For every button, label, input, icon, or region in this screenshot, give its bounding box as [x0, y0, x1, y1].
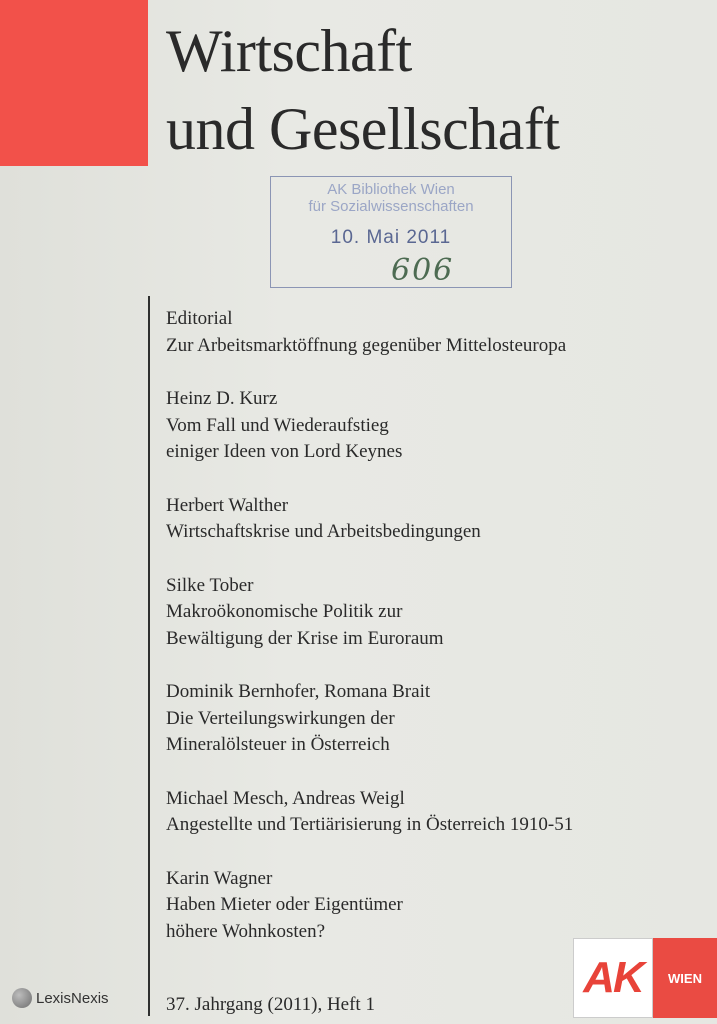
stamp-line2: für Sozialwissenschaften: [308, 198, 474, 215]
toc-entry-author: Editorial: [166, 308, 233, 329]
toc-entry-title-line: Bewältigung der Krise im Euroraum: [166, 627, 444, 649]
ak-logo: [573, 938, 653, 1018]
ak-city-text: WIEN: [668, 970, 702, 986]
issue-info: 37. Jahrgang (2011), Heft 1: [166, 994, 375, 1015]
toc-entry-title-line: Die Verteilungswirkungen der: [166, 707, 395, 729]
library-stamp: [270, 176, 512, 288]
journal-title-line1: Wirtschaft: [166, 18, 412, 84]
ak-logo-text: AK: [583, 953, 643, 1002]
table-of-contents: [166, 306, 696, 972]
stamp-line1: AK Bibliothek Wien: [327, 181, 455, 198]
toc-entry-title-line: Angestellte und Tertiärisierung in Österreich 1910-51: [166, 814, 574, 835]
toc-entry-title-line: Vom Fall und Wiederaufstieg: [166, 414, 389, 436]
journal-title: [166, 12, 560, 168]
toc-entry-title-line: einiger Ideen von Lord Keynes: [166, 441, 403, 462]
toc-entry-title-line: Wirtschaftskrise und Arbeitsbedingungen: [166, 521, 481, 542]
globe-icon: [12, 988, 32, 1008]
toc-entry: [166, 679, 696, 759]
toc-entry-title-line: Haben Mieter oder Eigentümer: [166, 894, 403, 915]
handwritten-number: 606: [391, 253, 455, 288]
publisher-logo: [12, 986, 109, 1010]
publisher-name: LexisNexis: [36, 989, 109, 1007]
journal-title-line2: und Gesellschaft: [166, 96, 560, 162]
toc-entry-author: Dominik Bernhofer, Romana Brait: [166, 681, 431, 702]
toc-entry-author: Herbert Walther: [166, 494, 289, 516]
red-corner-block: [0, 0, 148, 166]
toc-entry-title-line: Makroökonomische Politik zur: [166, 601, 403, 622]
toc-entry: [166, 866, 696, 946]
stamp-date: 10. Mai 2011: [330, 227, 452, 248]
toc-entry-title-line: Mineralölsteuer in Österreich: [166, 734, 390, 755]
toc-entry: [166, 573, 696, 653]
toc-entry-author: Heinz D. Kurz: [166, 388, 278, 409]
toc-entry-author: Silke Tober: [166, 574, 254, 596]
ak-city-badge: [653, 938, 717, 1018]
toc-entry: [166, 786, 696, 839]
toc-entry-title-line: höhere Wohnkosten?: [166, 920, 326, 942]
toc-entry-author: Karin Wagner: [166, 867, 273, 889]
toc-entry-author: Michael Mesch, Andreas Weigl: [166, 787, 405, 809]
toc-entry: [166, 306, 696, 359]
vertical-rule: [148, 296, 150, 1016]
toc-entry: [166, 493, 696, 546]
toc-entry-title-line: Zur Arbeitsmarktöffnung gegenüber Mittelosteuropa: [166, 334, 567, 356]
toc-entry: [166, 386, 696, 466]
